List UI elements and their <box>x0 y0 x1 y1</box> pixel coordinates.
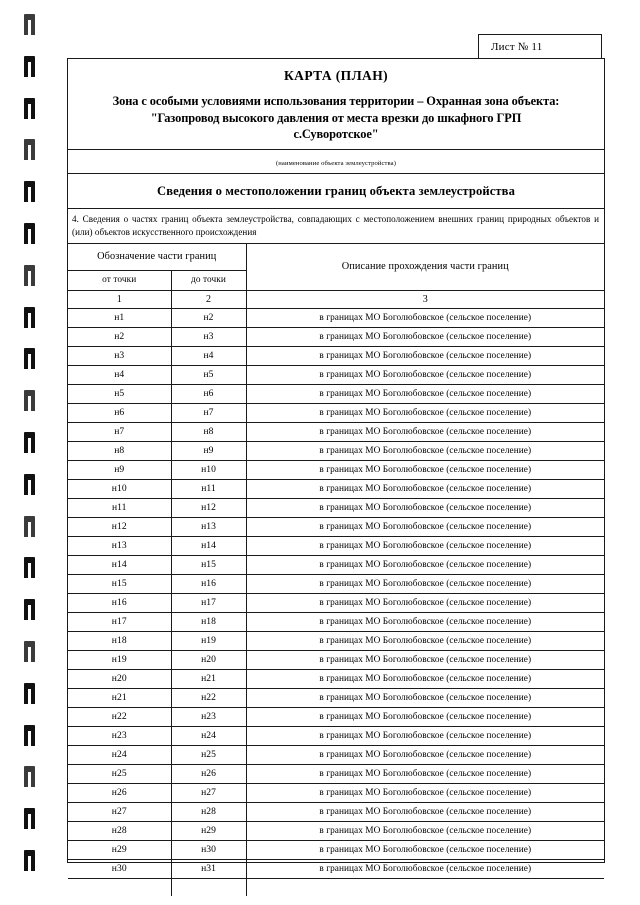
cell-description: в границах МО Боголюбовское (сельское поселение) <box>246 631 604 650</box>
cell-from-point: н21 <box>68 688 171 707</box>
cell-description: в границах МО Боголюбовское (сельское поселение) <box>246 688 604 707</box>
binder-hole-mark <box>24 557 35 578</box>
cell-description: в границах МО Боголюбовское (сельское поселение) <box>246 308 604 327</box>
binder-hole-mark <box>24 641 35 662</box>
cell-description: в границах МО Боголюбовское (сельское поселение) <box>246 802 604 821</box>
cell-description: в границах МО Боголюбовское (сельское поселение) <box>246 593 604 612</box>
table-row <box>68 517 604 536</box>
cell-from-point: н6 <box>68 403 171 422</box>
table-row <box>68 593 604 612</box>
cell-to-point: н12 <box>171 498 246 517</box>
binder-hole-mark <box>24 265 35 286</box>
cell-to-point: н18 <box>171 612 246 631</box>
table-row <box>68 612 604 631</box>
scan-artifact-strip <box>0 0 60 905</box>
table-row <box>68 707 604 726</box>
cell-blank <box>68 878 171 896</box>
cell-to-point: н3 <box>171 327 246 346</box>
table-header-group-row <box>68 244 604 271</box>
document-frame <box>67 58 605 874</box>
table-row <box>68 764 604 783</box>
binder-hole-mark <box>24 725 35 746</box>
table-row <box>68 384 604 403</box>
cell-from-point: н11 <box>68 498 171 517</box>
table-row <box>68 650 604 669</box>
cell-description: в границах МО Боголюбовское (сельское поселение) <box>246 517 604 536</box>
cell-from-point: н17 <box>68 612 171 631</box>
cell-from-point: н9 <box>68 460 171 479</box>
cell-to-point: н25 <box>171 745 246 764</box>
table-row <box>68 783 604 802</box>
binder-hole-mark <box>24 223 35 244</box>
cell-from-point: н26 <box>68 783 171 802</box>
table-row <box>68 802 604 821</box>
cell-from-point: н29 <box>68 840 171 859</box>
cell-description: в границах МО Боголюбовское (сельское поселение) <box>246 821 604 840</box>
cell-from-point: н23 <box>68 726 171 745</box>
paragraph-block <box>68 209 604 244</box>
page-title: КАРТА (ПЛАН) <box>283 68 388 83</box>
cell-to-point: н28 <box>171 802 246 821</box>
cell-description: в границах МО Боголюбовское (сельское поселение) <box>246 403 604 422</box>
cell-from-point: н10 <box>68 479 171 498</box>
sheet-number-box <box>478 34 602 60</box>
table-row <box>68 669 604 688</box>
cell-description: в границах МО Боголюбовское (сельское поселение) <box>246 650 604 669</box>
header-description: Описание прохождения части границ <box>246 244 604 291</box>
table-row <box>68 422 604 441</box>
section-paragraph: 4. Сведения о частях границ объекта землеустройства, совпадающих с местоположением внешних границ природных объектов и (или) объектов искусственного происхождения <box>72 213 599 237</box>
cell-to-point: н7 <box>171 403 246 422</box>
cell-description: в границах МО Боголюбовское (сельское поселение) <box>246 498 604 517</box>
cell-description: в границах МО Боголюбовское (сельское поселение) <box>246 840 604 859</box>
section-heading: Сведения о местоположении границ объекта землеустройства <box>157 183 515 198</box>
table-head <box>68 244 604 291</box>
header-to-point: до точки <box>171 270 246 290</box>
cell-to-point: н4 <box>171 346 246 365</box>
cell-from-point: н8 <box>68 441 171 460</box>
cell-description: в границах МО Боголюбовское (сельское поселение) <box>246 384 604 403</box>
cell-description: в границах МО Боголюбовское (сельское поселение) <box>246 783 604 802</box>
cell-to-point: н23 <box>171 707 246 726</box>
title-caption: (наименование объекта землеустройства) <box>276 159 396 167</box>
cell-to-point: н21 <box>171 669 246 688</box>
cell-to-point: н16 <box>171 574 246 593</box>
cell-from-point: н22 <box>68 707 171 726</box>
cell-description: в границах МО Боголюбовское (сельское поселение) <box>246 745 604 764</box>
cell-to-point: н2 <box>171 308 246 327</box>
binder-hole-mark <box>24 181 35 202</box>
cell-from-point: н28 <box>68 821 171 840</box>
column-number-from: 1 <box>68 290 171 308</box>
cell-description: в границах МО Боголюбовское (сельское поселение) <box>246 346 604 365</box>
cell-from-point: н30 <box>68 859 171 878</box>
cell-description: в границах МО Боголюбовское (сельское поселение) <box>246 669 604 688</box>
title-caption-block <box>68 150 604 174</box>
column-number-row <box>68 290 604 308</box>
cell-from-point: н20 <box>68 669 171 688</box>
table-row <box>68 574 604 593</box>
object-title-line-1: Зона с особыми условиями использования территории – Охранная зона объекта: <box>112 94 560 108</box>
cell-to-point: н30 <box>171 840 246 859</box>
header-designation-group: Обозначение части границ <box>68 244 246 271</box>
table-row <box>68 726 604 745</box>
cell-blank <box>246 878 604 896</box>
border-parts-table <box>68 244 604 896</box>
binder-hole-mark <box>24 474 35 495</box>
table-row <box>68 840 604 859</box>
cell-description: в границах МО Боголюбовское (сельское поселение) <box>246 612 604 631</box>
object-title-line-2: "Газопровод высокого давления от места врезки до шкафного ГРП <box>150 110 522 125</box>
cell-from-point: н7 <box>68 422 171 441</box>
cell-blank <box>171 878 246 896</box>
binder-hole-mark <box>24 850 35 871</box>
binder-hole-mark <box>24 432 35 453</box>
cell-to-point: н20 <box>171 650 246 669</box>
cell-to-point: н29 <box>171 821 246 840</box>
cell-description: в границах МО Боголюбовское (сельское поселение) <box>246 555 604 574</box>
binder-hole-mark <box>24 139 35 160</box>
cell-description: в границах МО Боголюбовское (сельское поселение) <box>246 422 604 441</box>
table-row <box>68 327 604 346</box>
table-row <box>68 346 604 365</box>
binder-hole-mark <box>24 683 35 704</box>
cell-description: в границах МО Боголюбовское (сельское поселение) <box>246 726 604 745</box>
cell-to-point: н26 <box>171 764 246 783</box>
table-row <box>68 821 604 840</box>
cell-to-point: н8 <box>171 422 246 441</box>
title-block <box>68 59 604 150</box>
binder-hole-mark <box>24 348 35 369</box>
cell-from-point: н19 <box>68 650 171 669</box>
table-row <box>68 479 604 498</box>
table-row <box>68 460 604 479</box>
cell-from-point: н15 <box>68 574 171 593</box>
cell-from-point: н13 <box>68 536 171 555</box>
table-body <box>68 290 604 896</box>
cell-from-point: н4 <box>68 365 171 384</box>
table-row <box>68 498 604 517</box>
cell-from-point: н5 <box>68 384 171 403</box>
binder-hole-mark <box>24 98 35 119</box>
cell-to-point: н15 <box>171 555 246 574</box>
cell-from-point: н1 <box>68 308 171 327</box>
cell-from-point: н14 <box>68 555 171 574</box>
cell-to-point: н14 <box>171 536 246 555</box>
cell-to-point: н9 <box>171 441 246 460</box>
cell-to-point: н17 <box>171 593 246 612</box>
table-row <box>68 631 604 650</box>
cell-to-point: н10 <box>171 460 246 479</box>
binder-hole-mark <box>24 766 35 787</box>
binder-hole-mark <box>24 808 35 829</box>
binder-hole-mark <box>24 599 35 620</box>
cell-description: в границах МО Боголюбовское (сельское поселение) <box>246 327 604 346</box>
column-number-to: 2 <box>171 290 246 308</box>
binder-hole-mark <box>24 390 35 411</box>
cell-description: в границах МО Боголюбовское (сельское поселение) <box>246 479 604 498</box>
table-row <box>68 308 604 327</box>
cell-description: в границах МО Боголюбовское (сельское поселение) <box>246 574 604 593</box>
object-title-line-3: с.Суворотское" <box>293 127 379 141</box>
cell-to-point: н5 <box>171 365 246 384</box>
cell-description: в границах МО Боголюбовское (сельское поселение) <box>246 441 604 460</box>
binder-hole-mark <box>24 56 35 77</box>
column-number-description: 3 <box>246 290 604 308</box>
cell-to-point: н19 <box>171 631 246 650</box>
sheet-number-label: Лист № 11 <box>491 41 543 53</box>
header-from-point: от точки <box>68 270 171 290</box>
cell-description: в границах МО Боголюбовское (сельское поселение) <box>246 707 604 726</box>
cell-to-point: н24 <box>171 726 246 745</box>
cell-from-point: н2 <box>68 327 171 346</box>
cell-to-point: н11 <box>171 479 246 498</box>
cell-from-point: н18 <box>68 631 171 650</box>
binder-hole-mark <box>24 516 35 537</box>
table-row <box>68 536 604 555</box>
table-row <box>68 555 604 574</box>
cell-from-point: н16 <box>68 593 171 612</box>
cell-description: в границах МО Боголюбовское (сельское поселение) <box>246 460 604 479</box>
cell-from-point: н24 <box>68 745 171 764</box>
table-row <box>68 859 604 878</box>
section-heading-block <box>68 174 604 209</box>
cell-description: в границах МО Боголюбовское (сельское поселение) <box>246 365 604 384</box>
cell-from-point: н27 <box>68 802 171 821</box>
binder-hole-mark <box>24 14 35 35</box>
cell-to-point: н6 <box>171 384 246 403</box>
table-row <box>68 403 604 422</box>
cell-to-point: н27 <box>171 783 246 802</box>
table-row <box>68 441 604 460</box>
binder-hole-mark <box>24 307 35 328</box>
cell-description: в границах МО Боголюбовское (сельское поселение) <box>246 859 604 878</box>
cell-to-point: н22 <box>171 688 246 707</box>
cell-description: в границах МО Боголюбовское (сельское поселение) <box>246 764 604 783</box>
cell-from-point: н3 <box>68 346 171 365</box>
table-row <box>68 688 604 707</box>
cell-to-point: н31 <box>171 859 246 878</box>
table-row <box>68 365 604 384</box>
cell-from-point: н25 <box>68 764 171 783</box>
cell-description: в границах МО Боголюбовское (сельское поселение) <box>246 536 604 555</box>
cell-to-point: н13 <box>171 517 246 536</box>
table-row <box>68 745 604 764</box>
table-trailing-blank-row <box>68 878 604 896</box>
cell-from-point: н12 <box>68 517 171 536</box>
